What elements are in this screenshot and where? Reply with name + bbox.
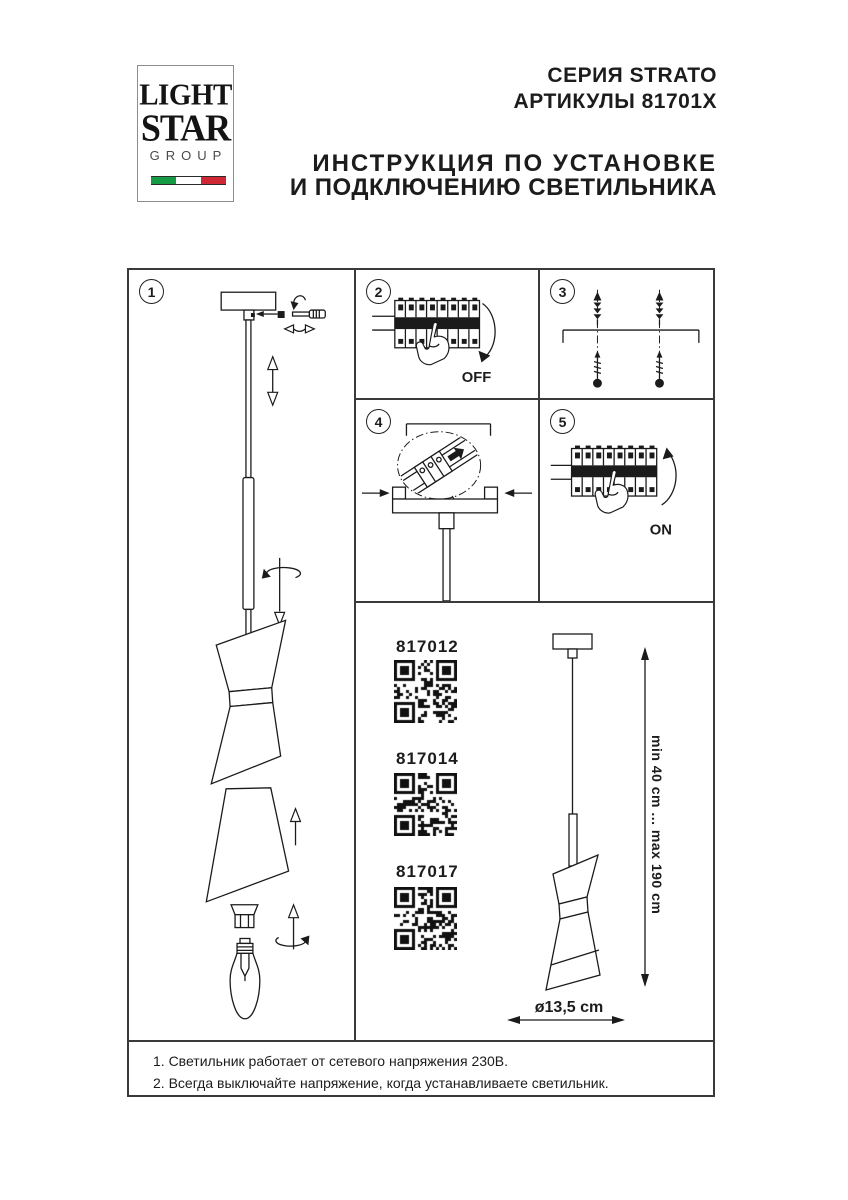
logo-word-light: LIGHT [139, 78, 232, 112]
header [290, 63, 717, 200]
suspension-rod [439, 513, 454, 601]
instruction-title-line1: ИНСТРУКЦИЯ ПО УСТАНОВКЕ [312, 150, 717, 177]
wires [372, 316, 396, 330]
diagram-frame [127, 268, 715, 1097]
step-number-badge: 2 [366, 279, 391, 304]
logo-word-star: STAR [140, 106, 231, 150]
qr-code [394, 887, 457, 950]
panel-step-4 [356, 400, 540, 603]
height-dimension-arrow [641, 647, 649, 987]
panel-step-5 [540, 400, 713, 603]
wall-anchor-icon [594, 292, 664, 325]
screw-icon [593, 351, 664, 388]
panel-step-3 [540, 270, 713, 400]
mounting-bracket-icon [563, 330, 699, 343]
diameter-dimension-label: ø13,5 cm [534, 999, 604, 1016]
step-number-badge: 4 [366, 409, 391, 434]
panel-step-1 [129, 270, 356, 1040]
note-line: 2. Всегда выключайте напряжение, когда устанавливаете светильник. [153, 1075, 609, 1091]
panel-step-2 [356, 270, 540, 400]
centerlines [597, 290, 659, 361]
instruction-title-line2: И ПОДКЛЮЧЕНИЮ СВЕТИЛЬНИКА [289, 174, 717, 201]
push-in-arrows-icon [362, 489, 532, 497]
screwdriver-icon [285, 296, 326, 333]
mounting-bracket-icon [406, 424, 490, 436]
turn-off-arc-arrow [482, 303, 495, 356]
socket-ring-icon [231, 905, 258, 928]
products-panel [356, 603, 713, 1040]
article-code: 817014 [396, 749, 459, 768]
canopy-icon [393, 487, 498, 513]
flag-red-stripe [201, 177, 226, 184]
logo-word-group: GROUP [149, 148, 228, 163]
flag-green-stripe [151, 177, 176, 184]
turn-on-arc-arrow [662, 451, 676, 504]
off-label: OFF [461, 370, 492, 387]
note-line: 1. Светильник работает от сетевого напряжения 230В. [153, 1053, 509, 1069]
notes-panel [129, 1040, 713, 1095]
series-title: СЕРИЯ STRATO [547, 64, 717, 87]
articles-title: АРТИКУЛЫ 81701X [513, 90, 717, 113]
article-code: 817017 [396, 862, 459, 881]
brand-logo [137, 65, 234, 202]
diameter-dimension-arrow [507, 1016, 625, 1024]
italian-flag-icon [151, 176, 226, 185]
suspension-cable [243, 320, 254, 637]
canopy-icon [221, 292, 276, 320]
pendant-lamp-icon [546, 634, 600, 990]
height-dimension-label: min 40 cm ... max 190 cm [649, 735, 665, 915]
up-down-arrow-icon [268, 357, 278, 406]
flag-white-stripe [176, 177, 201, 184]
set-screw-icon [256, 311, 285, 318]
step-number-badge: 1 [139, 279, 164, 304]
qr-code [394, 773, 457, 836]
wires [551, 465, 573, 479]
diffuser-icon [206, 788, 300, 902]
rotate-down-arrow-icon [262, 558, 301, 625]
shade-icon [211, 620, 285, 784]
step-number-badge: 5 [550, 409, 575, 434]
step1-assembly-diagram [129, 270, 354, 1040]
qr-code [394, 660, 457, 723]
article-code: 817012 [396, 637, 459, 656]
rotate-up-arrow-icon [276, 905, 310, 950]
on-label: ON [649, 522, 673, 539]
bulb-icon [230, 938, 260, 1018]
step-number-badge: 3 [550, 279, 575, 304]
